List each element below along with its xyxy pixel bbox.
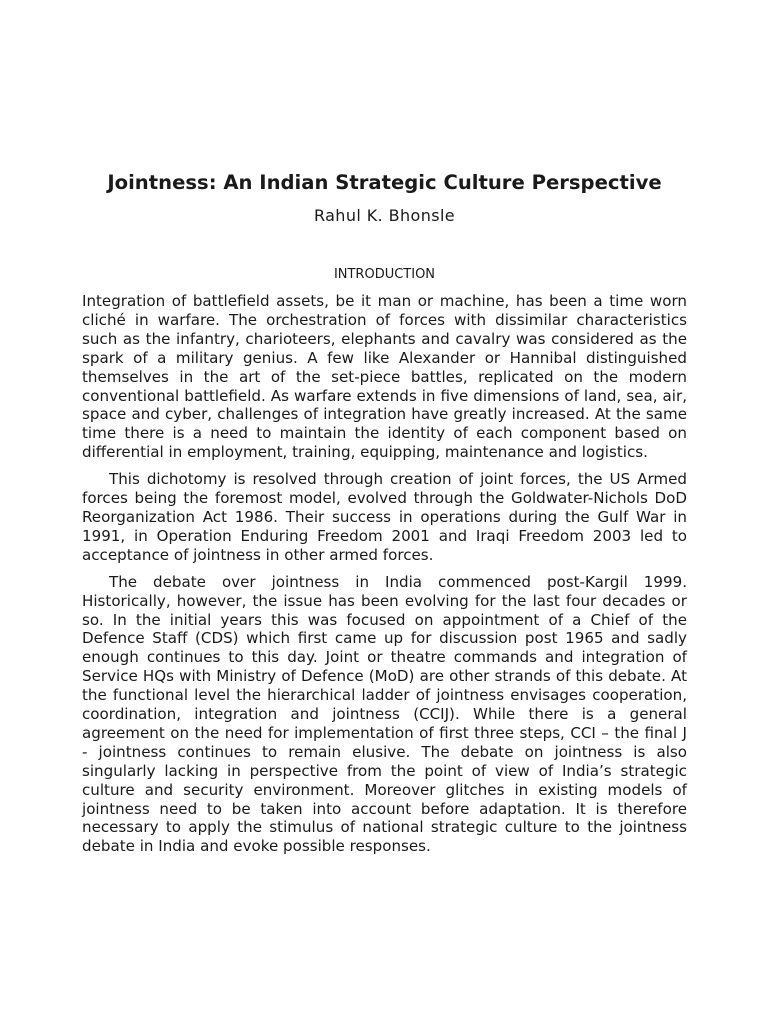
- section-heading: INTRODUCTION: [333, 267, 436, 282]
- document-page: [82, 0, 687, 1024]
- paragraph-1: Integration of battlefield assets, be it man or machine, has been a time worn cliché in warfare. The orchestration of forces with dissimilar characteristics such as the infantry, charioteers, elephants and cavalry was considered as the spark of a military genius. A few like Alexander or Hannibal distinguished themselves in the art of the set-piece battles, replicated on the modern conventional battlefield. As warfare extends in five dimensions of land, sea, air, space and cyber, challenges of integration have greatly increased. At the same time there is a need to maintain the identity of each component based on differential in employment, training, equipping, maintenance and logistics.: [82, 292, 687, 462]
- author-name: Rahul K. Bhonsle: [313, 206, 456, 225]
- paragraph-2: This dichotomy is resolved through creation of joint forces, the US Armed forces being the foremost model, evolved through the Goldwater-Nichols DoD Reorganization Act 1986. Their success in operations during the Gulf War in 1991, in Operation Enduring Freedom 2001 and Iraqi Freedom 2003 led to acceptance of jointness in other armed forces.: [82, 470, 687, 564]
- body-text: [82, 292, 687, 864]
- paragraph-3: The debate over jointness in India commenced post-Kargil 1999. Historically, however, the issue has been evolving for the last four decades or so. In the initial years this was focused on appointment of a Chief of the Defence Staff (CDS) which first came up for discussion post 1965 and sadly enough continues to this day. Joint or theatre commands and integration of Service HQs with Ministry of Defence (MoD) are other strands of this debate. At the functional level the hierarchical ladder of jointness envisages cooperation, coordination, integration and jointness (CCIJ). While there is a general agreement on the need for implementation of first three steps, CCI – the final J - jointness continues to remain elusive. The debate on jointness is also singularly lacking in perspective from the point of view of India’s strategic culture and security environment. Moreover glitches in existing models of jointness need to be taken into account before adaptation. It is therefore necessary to apply the stimulus of national strategic culture to the jointness debate in India and evoke possible responses.: [82, 572, 687, 856]
- document-title: Jointness: An Indian Strategic Culture Perspective: [107, 171, 662, 194]
